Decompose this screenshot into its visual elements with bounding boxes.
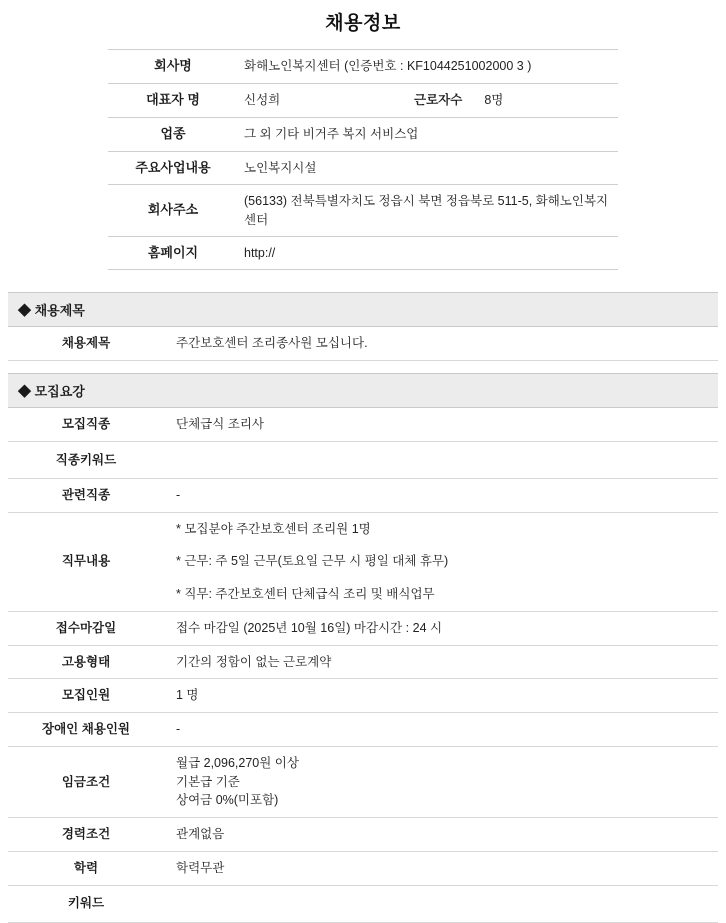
salary-line-3: 상여금 0%(미포함) [176, 793, 279, 808]
table-row [8, 327, 718, 360]
table-row [8, 746, 718, 817]
education-label: 학력 [8, 851, 164, 885]
related-job-value: - [164, 478, 718, 512]
table-row [8, 611, 718, 645]
ceo-name-text: 신성희 [244, 93, 281, 108]
table-row [8, 478, 718, 512]
deadline-label: 접수마감일 [8, 611, 164, 645]
experience-value: 관계없음 [164, 818, 718, 852]
table-row [8, 851, 718, 885]
job-keyword-label: 직종키워드 [8, 441, 164, 478]
company-address-value: (56133) 전북특별자치도 정읍시 북면 정읍북로 511-5, 화해노인복지센터 [238, 185, 618, 236]
recruitment-details-section [0, 373, 726, 923]
table-row [8, 818, 718, 852]
education-value: 학력무관 [164, 851, 718, 885]
table-row [108, 117, 618, 151]
ceo-name-value [238, 83, 618, 117]
industry-value: 그 외 기타 비거주 복지 서비스업 [238, 117, 618, 151]
salary-label: 임금조건 [8, 746, 164, 817]
employee-count-label: 근로자수 [414, 93, 463, 108]
job-category-value: 단체급식 조리사 [164, 408, 718, 441]
job-title-table [8, 327, 718, 361]
job-duties-label: 직무내용 [8, 512, 164, 611]
business-content-value: 노인복지시설 [238, 151, 618, 185]
table-row [8, 512, 718, 611]
experience-label: 경력조건 [8, 818, 164, 852]
job-title-value: 주간보호센터 조리종사원 모십니다. [164, 327, 718, 360]
job-title-section-heading: ◆ 채용제목 [8, 292, 718, 327]
salary-value [164, 746, 718, 817]
table-row [108, 50, 618, 84]
ceo-name-label: 대표자 명 [108, 83, 238, 117]
job-duties-value [164, 512, 718, 611]
job-title-label: 채용제목 [8, 327, 164, 360]
keyword-value [164, 885, 718, 922]
company-name-value: 화해노인복지센터 (인증번호 : KF1044251002000 3 ) [238, 50, 618, 84]
job-duties-line-2: * 근무: 주 5일 근무(토요일 근무 시 평일 대체 휴무) [176, 554, 449, 569]
table-row [8, 679, 718, 713]
job-duties-line-1: * 모집분야 주간보호센터 조리원 1명 [176, 521, 371, 536]
deadline-value: 접수 마감일 (2025년 10월 16일) 마감시간 : 24 시 [164, 611, 718, 645]
disabled-openings-label: 장애인 채용인원 [8, 713, 164, 747]
table-row [8, 713, 718, 747]
recruitment-section-heading: ◆ 모집요강 [8, 373, 718, 408]
table-row [8, 645, 718, 679]
industry-label: 업종 [108, 117, 238, 151]
company-address-label: 회사주소 [108, 185, 238, 236]
recruitment-details-table [8, 408, 718, 923]
page-title: 채용정보 [325, 13, 401, 34]
business-content-label: 주요사업내용 [108, 151, 238, 185]
company-name-label: 회사명 [108, 50, 238, 84]
job-title-section [0, 292, 726, 361]
homepage-value[interactable]: http:// [238, 236, 618, 270]
table-row [108, 83, 618, 117]
table-row [8, 441, 718, 478]
openings-value: 1 명 [164, 679, 718, 713]
table-row [108, 236, 618, 270]
employment-type-label: 고용형태 [8, 645, 164, 679]
job-category-label: 모집직종 [8, 408, 164, 441]
company-info-section [0, 49, 726, 280]
table-row [8, 408, 718, 441]
keyword-label: 키워드 [8, 885, 164, 922]
openings-label: 모집인원 [8, 679, 164, 713]
disabled-openings-value: - [164, 713, 718, 747]
employee-count-value: 8명 [484, 93, 504, 108]
salary-line-1: 월급 2,096,270원 이상 [176, 755, 299, 770]
job-duties-line-3: * 직무: 주간보호센터 단체급식 조리 및 배식업무 [176, 587, 435, 602]
table-row [108, 185, 618, 236]
table-row [8, 885, 718, 922]
job-keyword-value [164, 441, 718, 478]
company-info-table [108, 49, 618, 270]
related-job-label: 관련직종 [8, 478, 164, 512]
table-row [108, 151, 618, 185]
homepage-label: 홈페이지 [108, 236, 238, 270]
employment-type-value: 기간의 정함이 없는 근로계약 [164, 645, 718, 679]
salary-line-2: 기본급 기준 [176, 774, 240, 789]
